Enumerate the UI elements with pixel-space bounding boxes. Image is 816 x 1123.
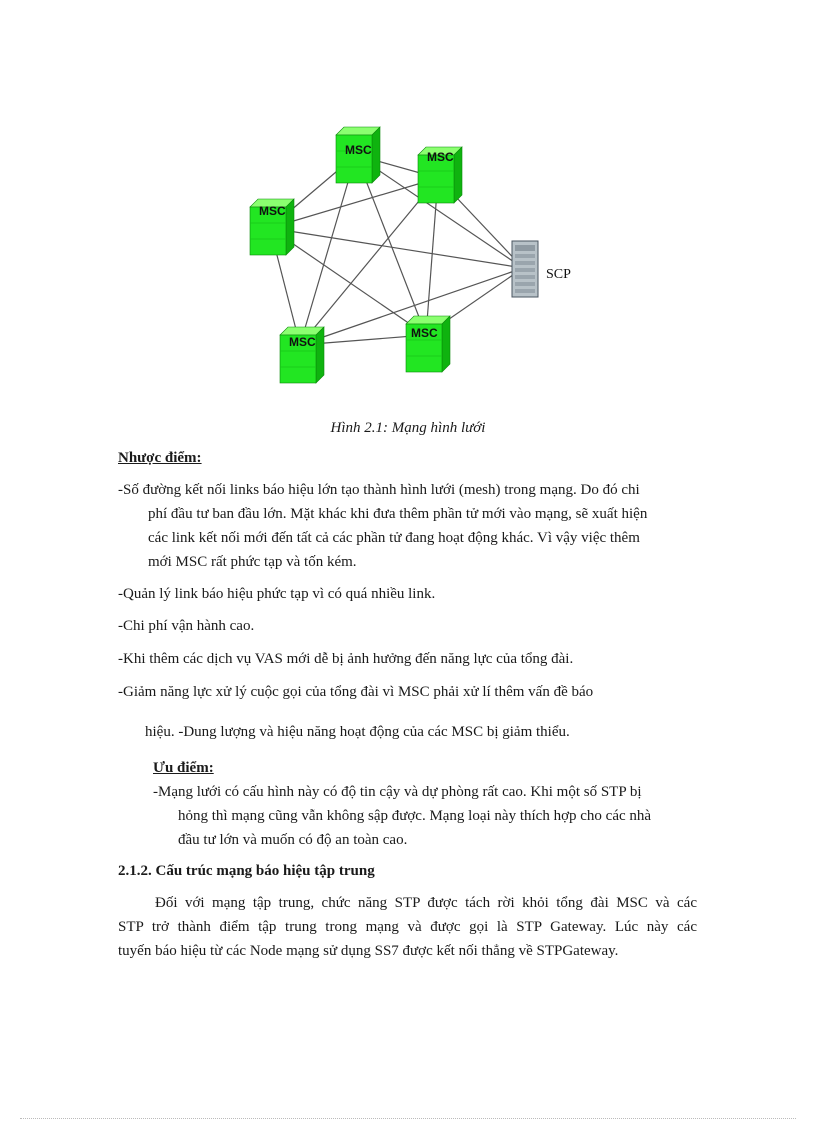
advantages-heading: Ưu điểm: [153, 760, 214, 776]
paragraph-line: Đối với mạng tập trung, chức năng STP được tách rời khỏi tổng đài MSC và các [155, 895, 697, 911]
section-title: 2.1.2. Cấu trúc mạng báo hiệu tập trung [118, 863, 375, 879]
page-bottom-divider [20, 1118, 796, 1119]
msc-label: MSC [411, 326, 438, 340]
link-line [270, 228, 523, 268]
paragraph-line: -Số đường kết nối links báo hiệu lớn tạo thành hình lưới (mesh) trong mạng. Do đó chi [118, 482, 640, 498]
figure-caption: Hình 2.1: Mạng hình lưới [330, 420, 486, 436]
list-item: -Khi thêm các dịch vụ VAS mới dễ bị ảnh hưởng đến năng lực của tổng đài. [118, 651, 574, 667]
paragraph-line: STP trở thành điểm tập trung trong mạng và được gọi là STP Gateway. Lúc này các [118, 919, 697, 935]
paragraph-line: phí đầu tư ban đầu lớn. Mặt khác khi đưa thêm phần tử mới vào mạng, sẽ xuất hiện [148, 506, 648, 522]
msc-label: MSC [289, 335, 316, 349]
msc-node-bottom-right [406, 316, 450, 372]
list-item: hiệu. -Dung lượng và hiệu năng hoạt động của các MSC bị giảm thiểu. [145, 724, 570, 740]
list-item: -Giảm năng lực xử lý cuộc gọi của tổng đài vì MSC phải xử lí thêm vấn đề báo [118, 684, 594, 700]
msc-node-bottom-left [280, 327, 324, 383]
msc-label: MSC [345, 143, 372, 157]
msc-node-top [336, 127, 380, 183]
paragraph-line: các link kết nối mới đến tất cả các phần tử đang hoạt động khác. Vì vậy việc thêm [148, 530, 640, 546]
link-line [300, 155, 356, 345]
list-item: -Quản lý link báo hiệu phức tạp vì có quá nhiều link. [118, 586, 436, 602]
scp-label: SCP [546, 267, 571, 282]
list-item: -Chi phí vận hành cao. [118, 618, 255, 634]
paragraph-line: -Mạng lưới có cấu hình này có độ tin cậy và dự phòng rất cao. Khi một số STP bị [153, 784, 642, 800]
disadvantages-heading: Nhược điểm: [118, 450, 202, 466]
msc-label: MSC [427, 150, 454, 164]
mesh-network-figure [238, 113, 578, 413]
link-line [270, 178, 438, 228]
msc-node-left [250, 199, 294, 255]
paragraph-line: mới MSC rất phức tạp và tốn kém. [148, 554, 357, 570]
link-lines [270, 155, 523, 345]
paragraph-line: hỏng thì mạng cũng vẫn không sập được. Mạng loại này thích hợp cho các nhà [178, 808, 652, 824]
paragraph-line: tuyến báo hiệu từ các Node mạng sử dụng SS7 được kết nối thẳng về STPGateway. [118, 943, 619, 959]
scp-server [512, 241, 538, 297]
paragraph-line: đầu tư lớn và muốn có độ an toàn cao. [178, 832, 408, 848]
msc-node-upper-right [418, 147, 462, 203]
msc-label: MSC [259, 204, 286, 218]
